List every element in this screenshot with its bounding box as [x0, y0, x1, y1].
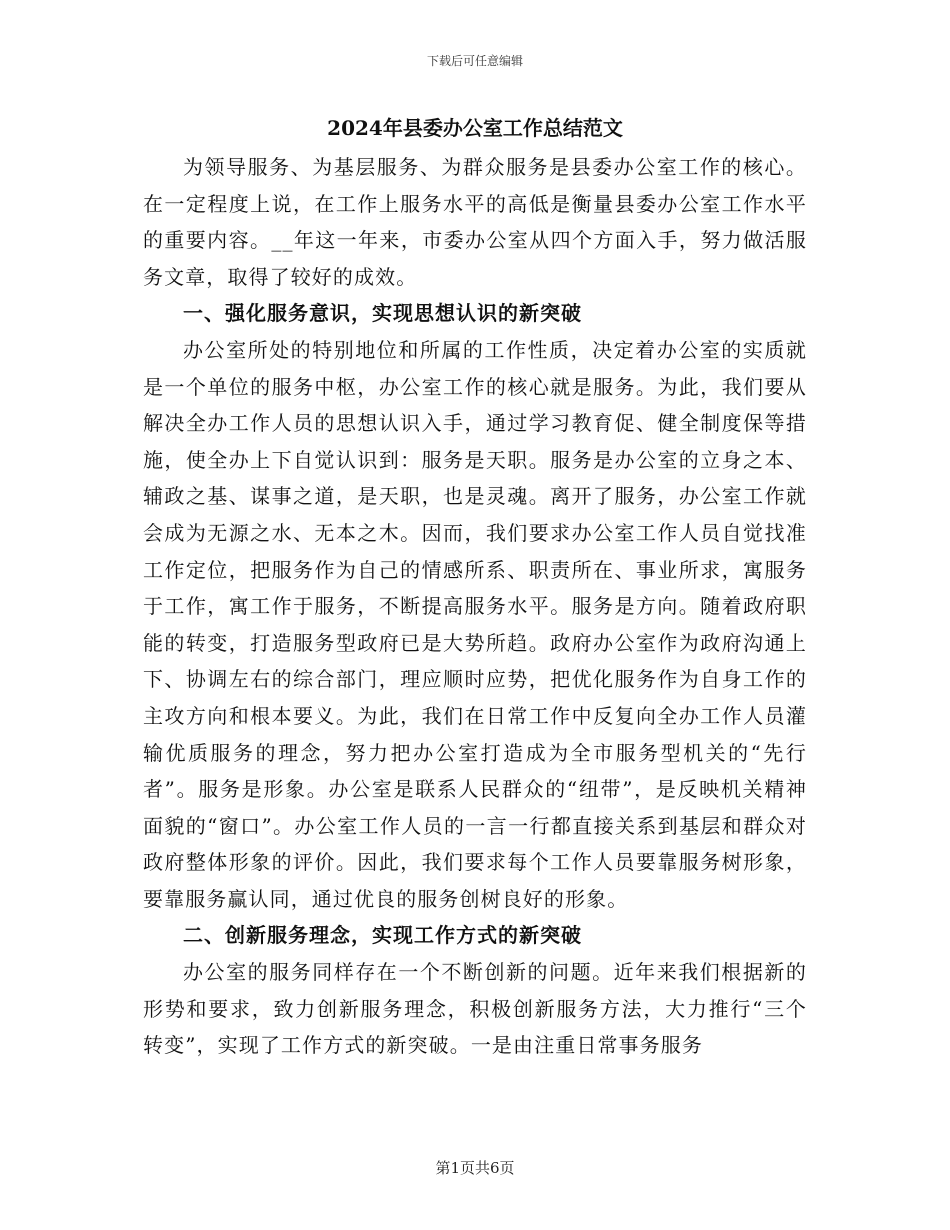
- document-body: [143, 113, 807, 1064]
- section-1-paragraph: 办公室所处的特别地位和所属的工作性质，决定着办公室的实质就是一个单位的服务中枢，办公室工作的核心就是服务。为此，我们要从解决全办工作人员的思想认识入手，通过学习教育促、健全制度保等措施，使全办上下自觉认识到：服务是天职。服务是办公室的立身之本、辅政之基、谋事之道，是天职，也是灵魂。离开了服务，办公室工作就会成为无源之水、无本之木。因而，我们要求办公室工作人员自觉找准工作定位，把服务作为自己的情感所系、职责所在、事业所求，寓服务于工作，寓工作于服务，不断提高服务水平。服务是方向。随着政府职能的转变，打造服务型政府已是大势所趋。政府办公室作为政府沟通上下、协调左右的综合部门，理应顺时应势，把优化服务作为自身工作的主攻方向和根本要义。为此，我们在日常工作中反复向全办工作人员灌输优质服务的理念，努力把办公室打造成为全市服务型机关的“先行者”。服务是形象。办公室是联系人民群众的“纽带”，是反映机关精神面貌的“窗口”。办公室工作人员的一言一行都直接关系到基层和群众对政府整体形象的评价。因此，我们要求每个工作人员要靠服务树形象，要靠服务赢认同，通过优良的服务创树良好的形象。: [143, 337, 807, 911]
- section-2-heading: 二、创新服务理念，实现工作方式的新突破: [183, 923, 582, 948]
- page-header-note: 下载后可任意编辑: [426, 54, 523, 68]
- section-2-paragraph: 办公室的服务同样存在一个不断创新的问题。近年来我们根据新的形势和要求，致力创新服务理念，积极创新服务方法，大力推行“三个转变”，实现了工作方式的新突破。一是由注重日常事务服务: [143, 960, 807, 1058]
- intro-paragraph: 为领导服务、为基层服务、为群众服务是县委办公室工作的核心。在一定程度上说，在工作上服务水平的高低是衡量县委办公室工作水平的重要内容。__年这一年来，市委办公室从四个方面入手，努力做活服务文章，取得了较好的成效。: [143, 155, 807, 289]
- section-1-heading: 一、强化服务意识，实现思想认识的新突破: [183, 301, 582, 326]
- document-title: 2024年县委办公室工作总结范文: [327, 116, 623, 140]
- page-number: 第1页共6页: [435, 1159, 515, 1177]
